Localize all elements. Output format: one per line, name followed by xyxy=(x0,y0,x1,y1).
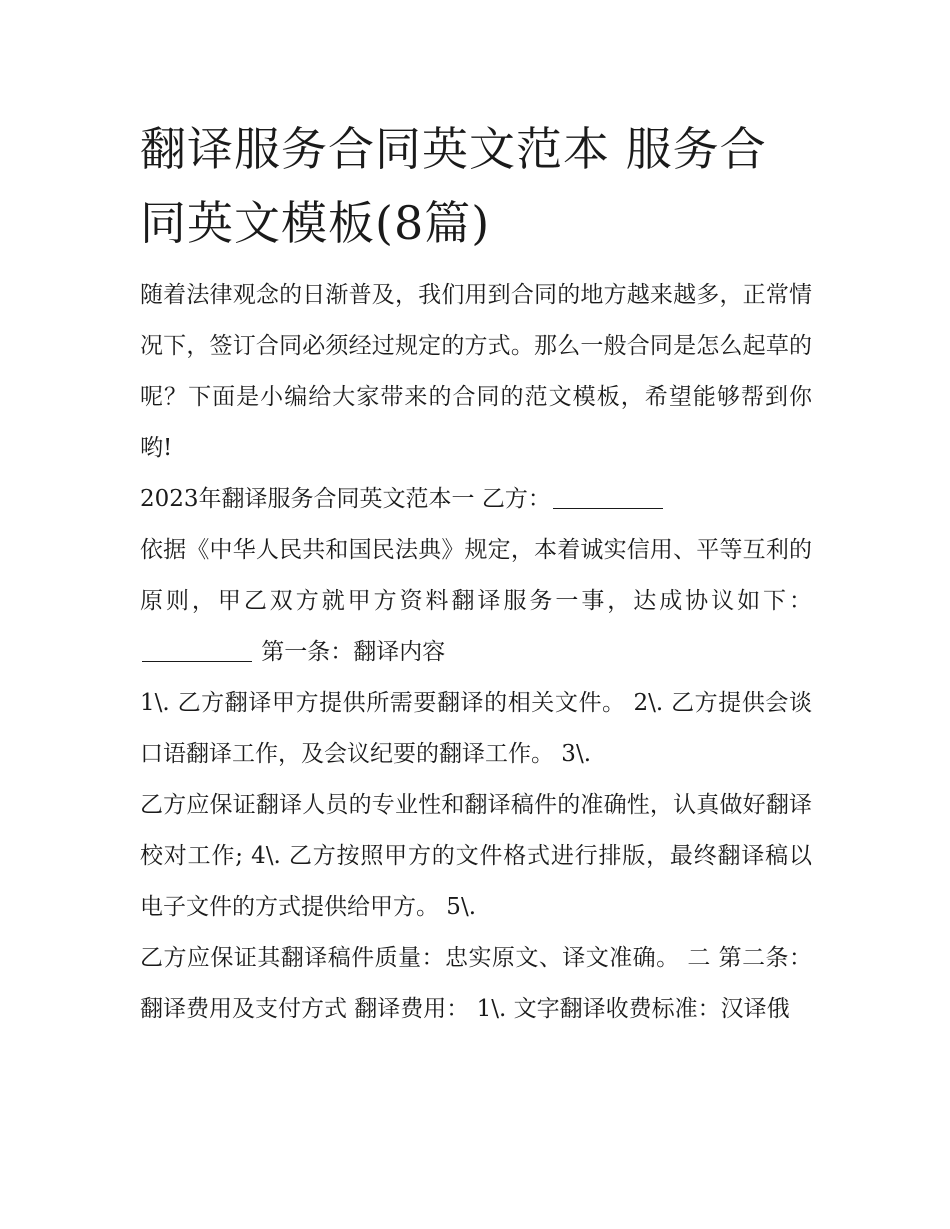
article-2-paragraph: 乙方应保证其翻译稿件质量：忠实原文、译文准确。 二 第二条：翻译费用及支付方式 翻译费用： 1\. 文字翻译收费标准：汉译俄 xyxy=(140,945,812,1022)
legal-basis-text: 依据《中华人民共和国民法典》规定，本着诚实信用、平等互利的原则，甲乙双方就甲方资料翻译服务一事，达成协议如下： xyxy=(140,537,812,614)
legal-basis-paragraph xyxy=(140,525,812,678)
article-1-heading: 第一条：翻译内容 xyxy=(254,639,446,665)
intro-paragraph: 随着法律观念的日渐普及，我们用到合同的地方越来越多，正常情况下，签订合同必须经过规定的方式。那么一般合同是怎么起草的呢？下面是小编给大家带来的合同的范文模板，希望能够帮到你哟! xyxy=(140,282,812,461)
document-title: 翻译服务合同英文范本 服务合同英文模板(8篇) xyxy=(140,122,767,250)
party-b-blank-line xyxy=(553,485,663,509)
document-page xyxy=(140,112,812,1035)
contract-heading-line xyxy=(140,474,812,525)
items-3-5-paragraph: 乙方应保证翻译人员的专业性和翻译稿件的准确性，认真做好翻译校对工作; 4\. 乙方按照甲方的文件格式进行排版，最终翻译稿以电子文件的方式提供给甲方。 5\. xyxy=(140,792,812,920)
agreement-blank-line xyxy=(142,638,252,662)
heading-line-text: 2023年翻译服务合同英文范本一 乙方： xyxy=(140,486,551,512)
items-1-3-paragraph: 1\. 乙方翻译甲方提供所需要翻译的相关文件。 2\. 乙方提供会谈口语翻译工作，及会议纪要的翻译工作。 3\. xyxy=(140,690,812,767)
